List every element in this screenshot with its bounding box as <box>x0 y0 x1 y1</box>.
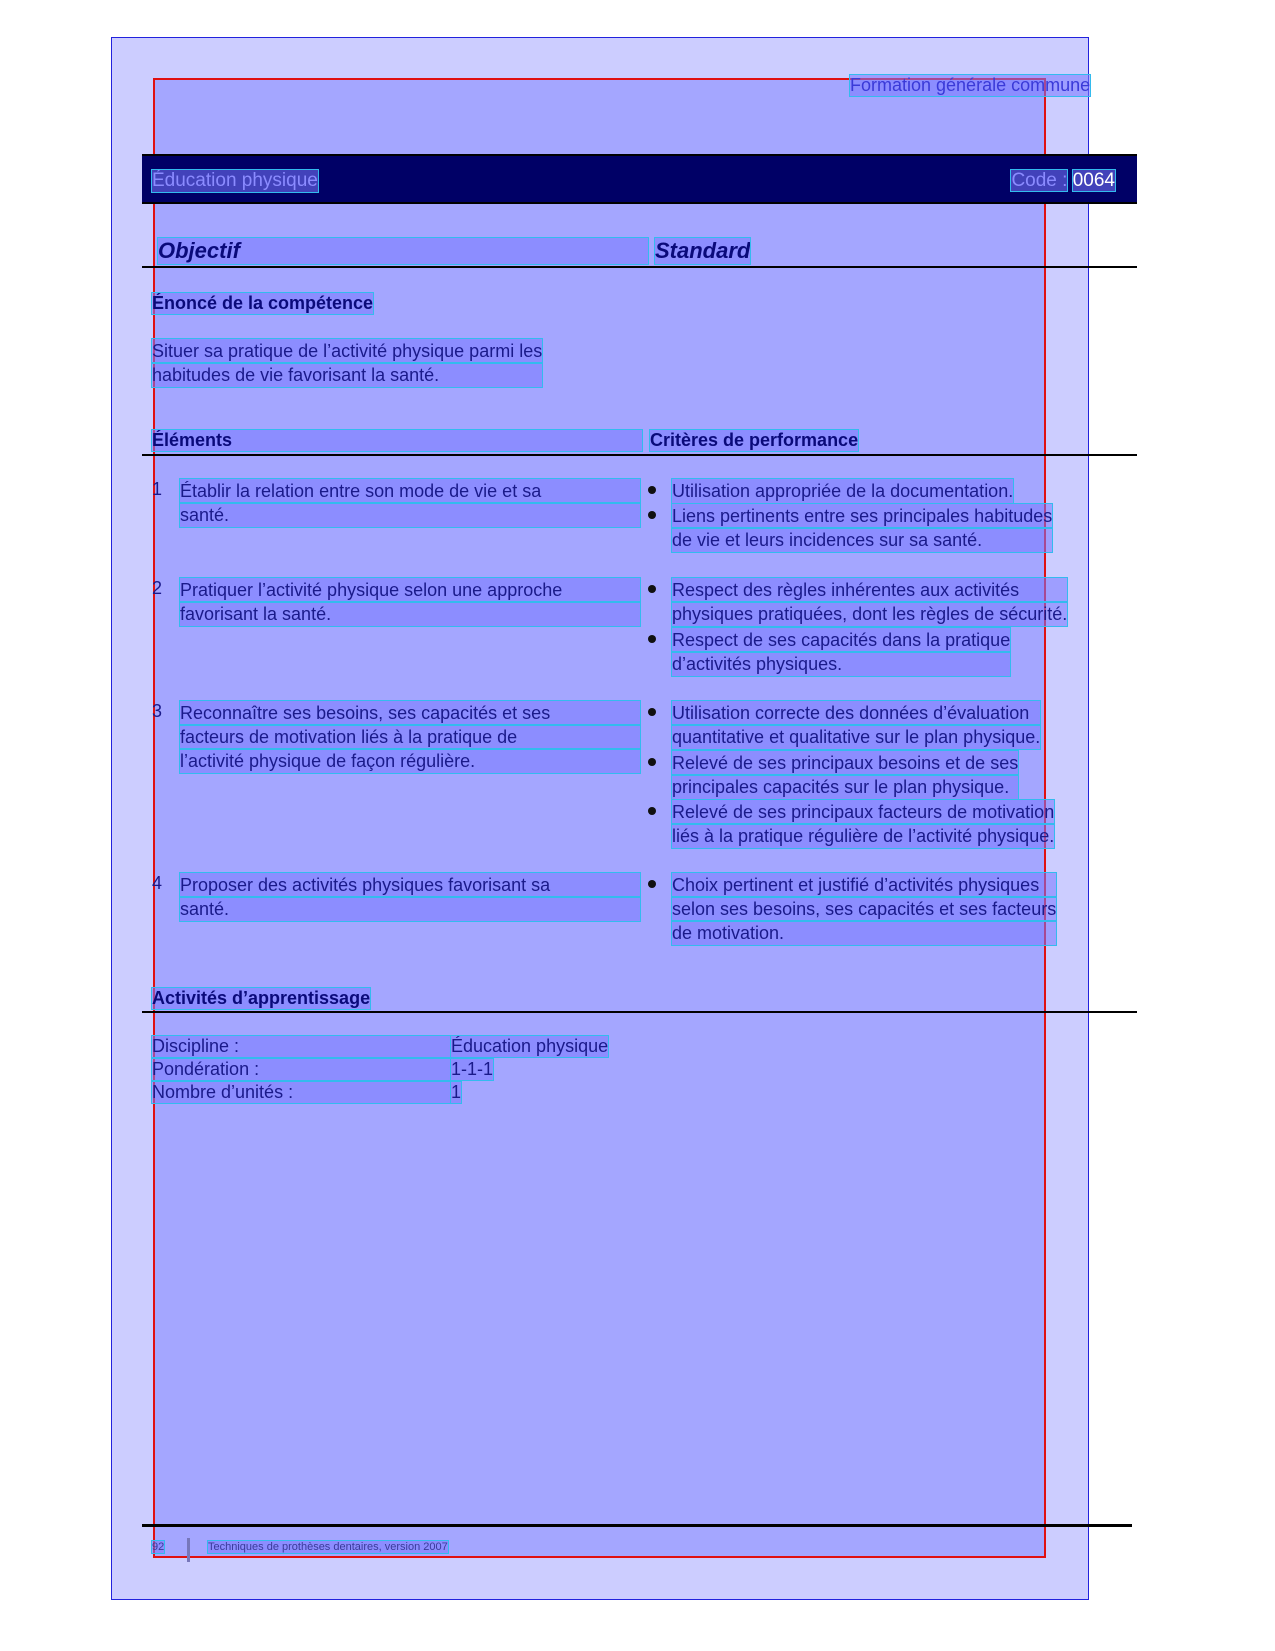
criterion <box>672 800 1054 848</box>
criterion <box>672 504 1052 552</box>
criterion-line: principales capacités sur le plan physique. <box>672 775 1018 799</box>
criterion <box>672 479 1013 503</box>
criterion-line: Respect de ses capacités dans la pratique <box>672 630 1011 650</box>
course-code <box>1011 170 1115 192</box>
element-text <box>180 479 640 527</box>
criterion <box>672 578 1067 626</box>
criterion <box>672 628 1010 676</box>
bullet-icon <box>648 511 656 519</box>
competence-heading: Énoncé de la compétence <box>152 293 374 313</box>
criterion-line: Utilisation appropriée de la documentation. <box>672 481 1014 501</box>
bullet-icon <box>648 486 656 494</box>
objective-rule <box>142 266 1137 268</box>
weighting-value: 1-1-1 <box>451 1059 494 1079</box>
criterion-line: Utilisation correcte des données d’évaluation <box>672 701 1040 725</box>
criterion-line: de vie et leurs incidences sur sa santé. <box>672 528 1052 552</box>
bullet-icon <box>648 585 656 593</box>
criterion-line: Respect des règles inhérentes aux activités <box>672 578 1067 602</box>
criterion <box>672 873 1056 945</box>
element-text <box>180 578 640 626</box>
weighting-label: Pondération : <box>152 1059 450 1080</box>
element-line: Pratiquer l’activité physique selon une approche <box>180 578 640 602</box>
element-number: 4 <box>152 873 163 893</box>
criterion-line: de motivation. <box>672 921 1056 945</box>
criterion-line: d’activités physiques. <box>672 652 1010 676</box>
course-title: Éducation physique <box>152 170 318 191</box>
element-line: Reconnaître ses besoins, ses capacités et ses <box>180 701 640 725</box>
criterion-line: Relevé de ses principaux facteurs de motivation <box>672 802 1055 822</box>
program-label: Formation générale commune <box>850 75 1091 95</box>
elements-heading: Éléments <box>152 430 642 451</box>
bullet-icon <box>648 758 656 766</box>
element-line: l’activité physique de façon régulière. <box>180 749 640 773</box>
bullet-icon <box>648 807 656 815</box>
page-number: 92 <box>152 1541 165 1553</box>
element-number: 3 <box>152 701 163 721</box>
discipline-value: Éducation physique <box>451 1036 609 1056</box>
criterion-line: selon ses besoins, ses capacités et ses facteurs <box>672 899 1057 919</box>
units-label: Nombre d’unités : <box>152 1082 450 1103</box>
criterion-line: Relevé de ses principaux besoins et de ses <box>672 753 1019 773</box>
element-text <box>180 701 640 773</box>
criterion-line: Liens pertinents entre ses principales habitudes <box>672 506 1053 526</box>
activities-rule <box>142 1011 1137 1013</box>
criterion-line: physiques pratiquées, dont les règles de sécurité. <box>672 604 1068 624</box>
objective-heading: Objectif <box>158 238 648 264</box>
footer-rule <box>142 1524 1132 1527</box>
units-value: 1 <box>451 1082 462 1102</box>
competence-line: Situer sa pratique de l’activité physique parmi les <box>152 341 543 361</box>
element-number: 2 <box>152 578 163 598</box>
bullet-icon <box>648 708 656 716</box>
criteria-heading: Critères de performance <box>650 430 859 450</box>
bullet-icon <box>648 635 656 643</box>
element-line: santé. <box>180 503 640 527</box>
element-line: favorisant la santé. <box>180 602 640 626</box>
activities-heading: Activités d’apprentissage <box>152 988 371 1008</box>
competence-statement <box>152 339 542 387</box>
footer-divider <box>187 1538 190 1562</box>
code-value: 0064 <box>1072 170 1115 191</box>
element-line: Proposer des activités physiques favorisant sa <box>180 873 640 897</box>
code-label: Code : <box>1011 170 1068 191</box>
element-number: 1 <box>152 479 163 499</box>
criterion-line: Choix pertinent et justifié d’activités physiques <box>672 873 1056 897</box>
criterion <box>672 701 1040 749</box>
element-line: santé. <box>180 897 640 921</box>
competence-line: habitudes de vie favorisant la santé. <box>152 363 542 387</box>
element-line: facteurs de motivation liés à la pratique de <box>180 725 640 749</box>
elements-rule <box>142 454 1137 456</box>
criterion <box>672 751 1018 799</box>
element-text <box>180 873 640 921</box>
discipline-label: Discipline : <box>152 1036 450 1057</box>
criterion-line: liés à la pratique régulière de l’activité physique. <box>672 826 1055 846</box>
footer-title: Techniques de prothèses dentaires, version 2007 <box>208 1541 448 1553</box>
element-line: Établir la relation entre son mode de vie et sa <box>180 479 640 503</box>
standard-heading: Standard <box>655 238 751 263</box>
bullet-icon <box>648 880 656 888</box>
criterion-line: quantitative et qualitative sur le plan physique. <box>672 727 1041 747</box>
